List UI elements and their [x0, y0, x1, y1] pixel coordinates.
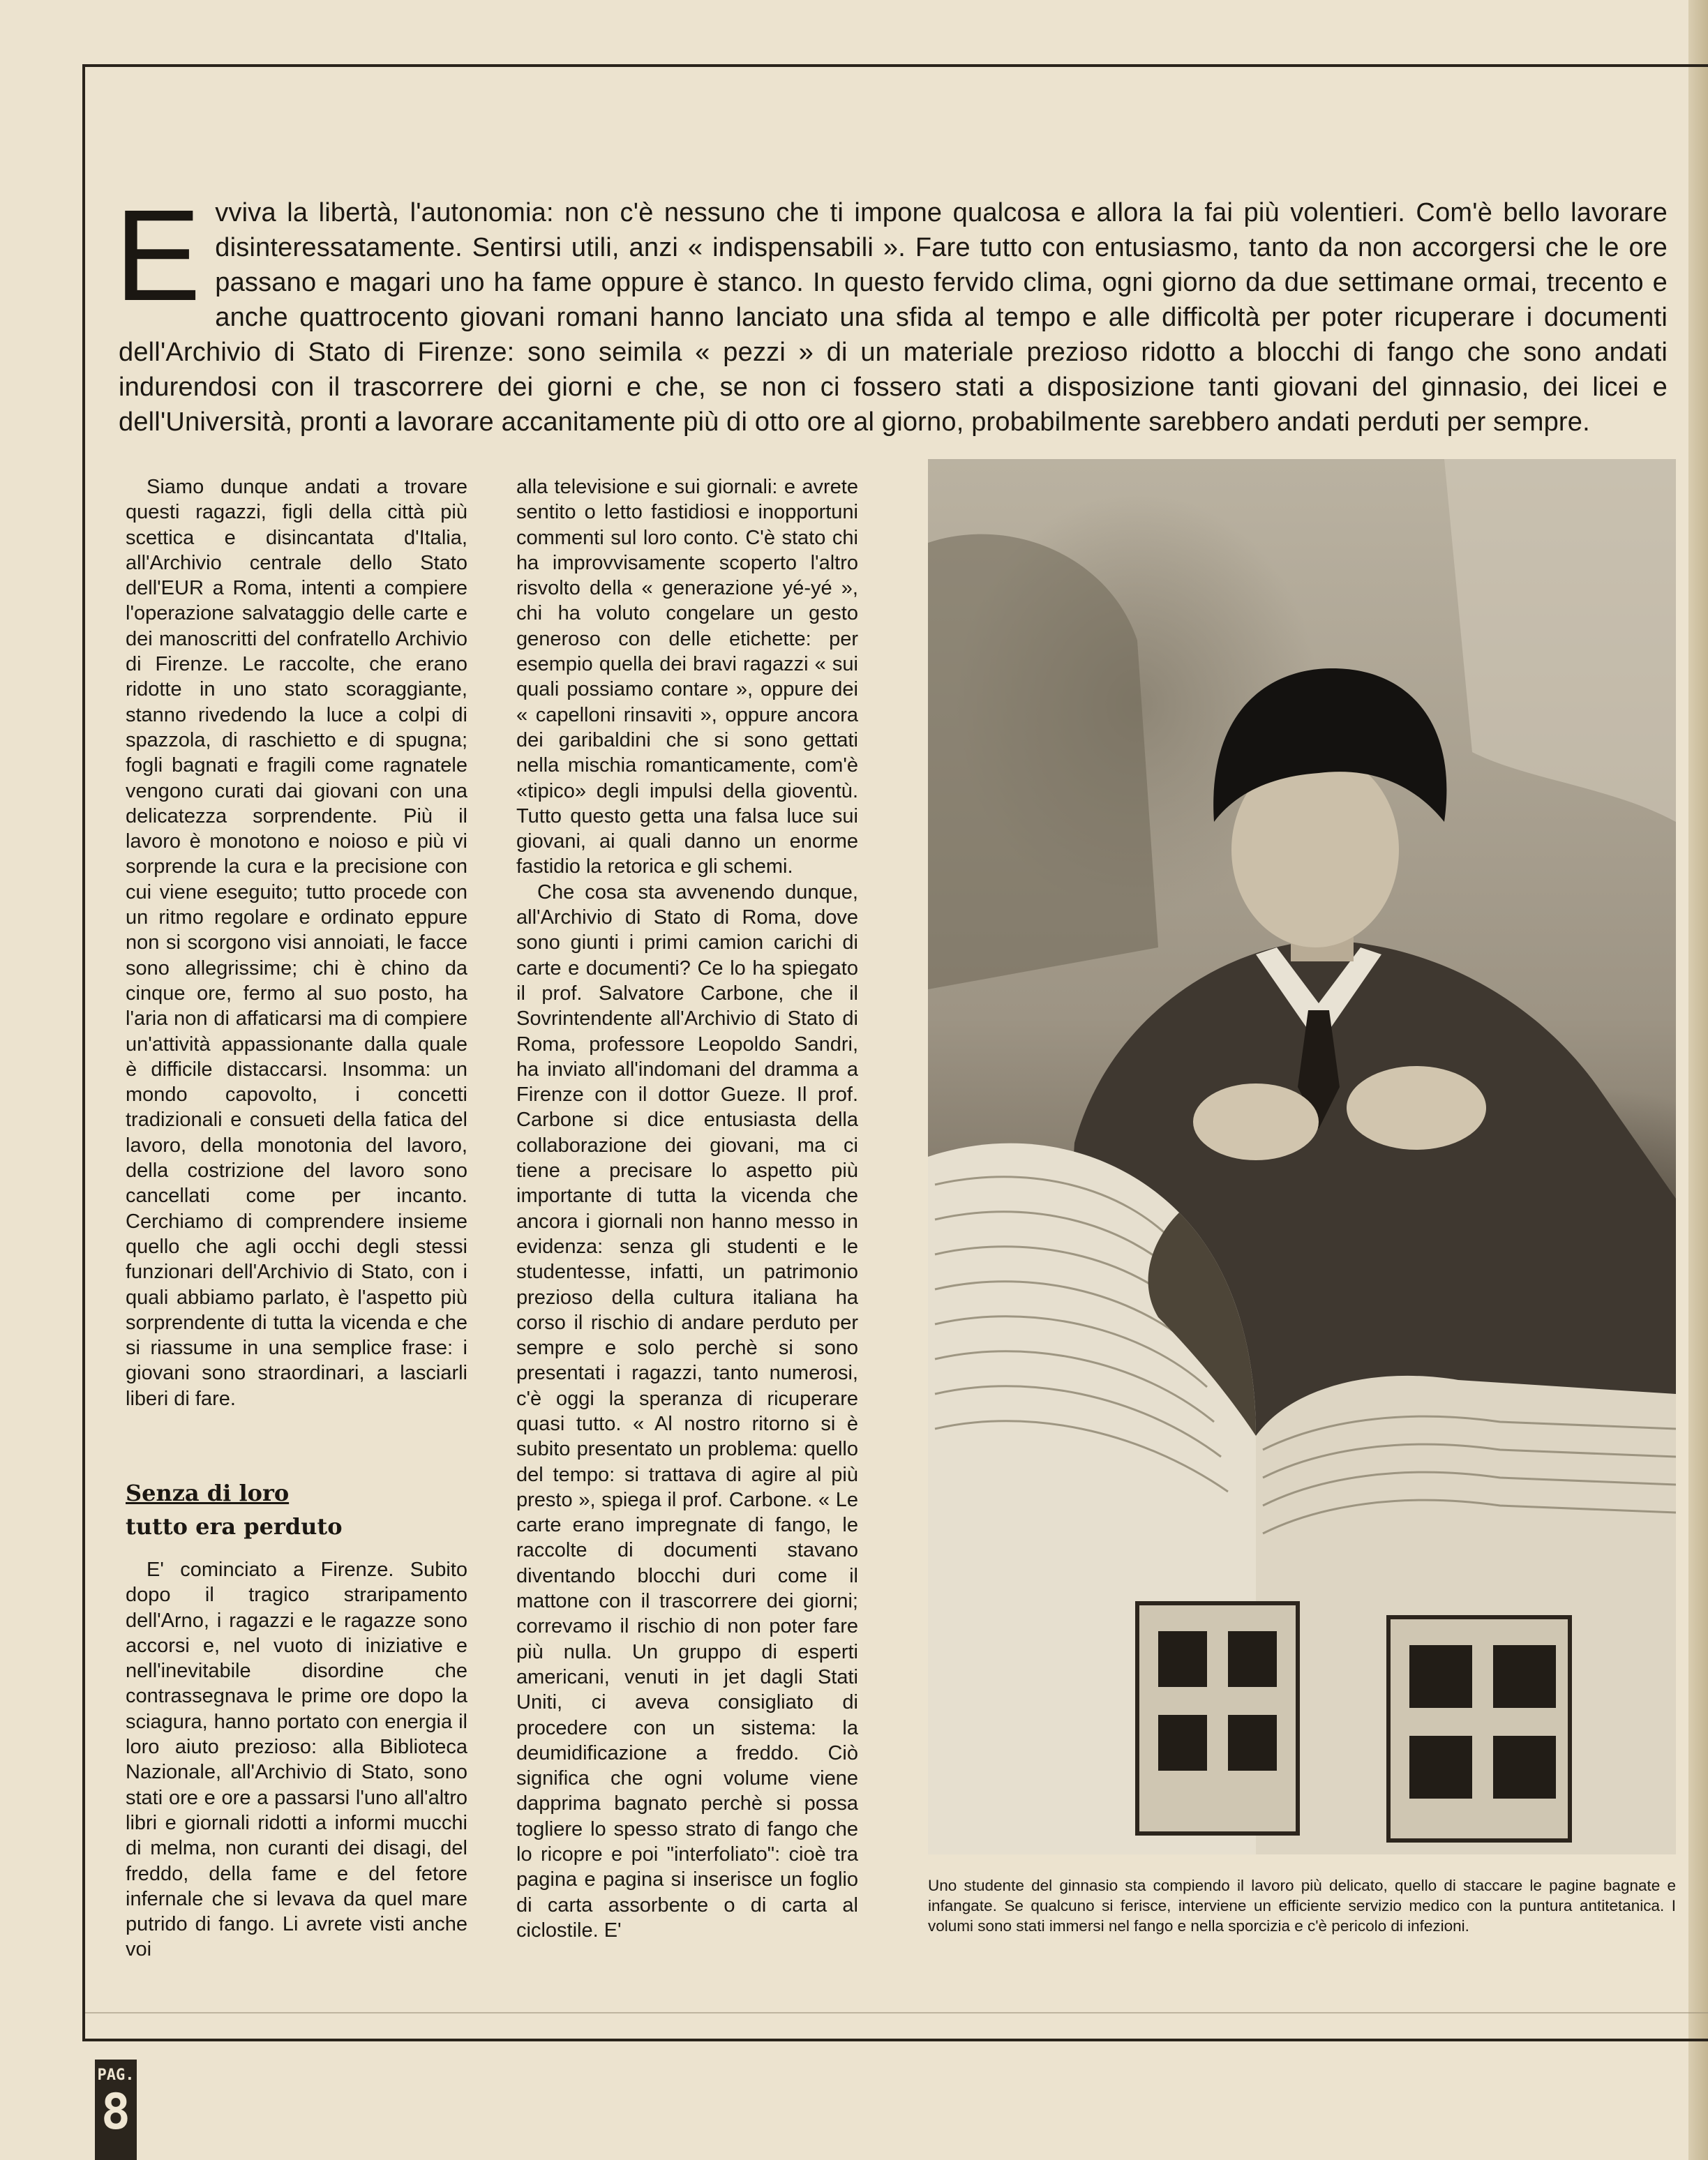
column-1-paragraph: Siamo dunque andati a trovare questi ragazzi, figli della città più scettica e disincantata d'Italia, all'Archivio centrale dello Stato dell'EUR a Roma, intenti a compiere l'operazione salvataggio delle carte e dei manoscritti del confratello Archivio di Firenze. Le raccolte, che erano ridotte in uno stato scoraggiante, stanno rivedendo la luce a colpi di spazzola, di raschietto e di spugna; fogli bagnati e fragili come ragnatele vengono curati dai giovani con una delicatezza sorprendente. Più il lavoro è monotono e noioso e più vi sorprende la cura e la precisione con cui viene eseguito; tutto procede con un ritmo regolare e ordinato eppure non si scorgono visi annoiati, le facce sono allegrissime; chi è chino da cinque ore, fermo al suo posto, ha l'aria non di affaticarsi ma di compiere un'attività appassionante dalla quale è difficile distaccarsi. Insomma: un mondo capovolto, i concetti tradizionali e consueti della fatica del lavoro, della monotonia del lavoro, della costrizione del lavoro sono cancellati come per incanto. Cerchiamo di comprendere insieme quello che agli occhi degli stessi funzionari dell'Archivio di Stato, con i quali abbiamo parlato, è l'aspetto più sorprendente di tutta la vicenda e che si riassume in una semplice frase: i giovani sono straordinari, a lasciarli liberi di fare.	[126, 476, 467, 1410]
article-column-1	[126, 474, 467, 1411]
subheading-line-1: Senza di loro	[126, 1480, 290, 1506]
column-1b-paragraph: E' cominciato a Firenze. Subito dopo il tragico straripamento dell'Arno, i ragazzi e le ragazze sono accorsi e, nel vuoto di iniziative e nell'inevitabile disordine che contrassegnava le prime ore dopo la sciagura, hanno portato con energia il loro aiuto prezioso: alla Biblioteca Nazionale, all'Archivio di Stato, sono stati ore e ore a passarsi l'uno all'altro libri e giornali ridotti a informi mucchi di melma, non curanti dei disagi, del freddo, della fame e del fetore infernale che si levava da quel mare putrido di fango. Li avrete visti anche voi	[126, 1559, 467, 1961]
subheading	[126, 1476, 467, 1543]
page-number: 8	[100, 2083, 131, 2140]
page-number-badge	[95, 2060, 137, 2160]
article-column-1b	[126, 1557, 467, 1963]
drop-cap: E	[114, 183, 202, 328]
article-photo	[928, 459, 1676, 1854]
bottom-rule	[82, 2039, 1708, 2041]
column-2-paragraph-1: alla televisione e sui giornali: e avrete sentito o letto fastidiosi e inopportuni commenti sul loro conto. C'è stato chi ha improvvisamente scoperto l'altro risvolto della « generazione yé-yé », chi ha voluto congelare un gesto generoso con delle etichette: per esempio quella dei bravi ragazzi « sui quali possiamo contare », oppure dei « capelloni rinsaviti », oppure ancora dei garibaldini che si sono gettati nella mischia romanticamente, com'è «tipico» degli impulsi della gioventù. Tutto questo getta una falsa luce sui giovani, ai quali danno un enorme fastidio la retorica e gli schemi.	[516, 476, 858, 878]
column-2-paragraph-2: Che cosa sta avvenendo dunque, all'Archivio di Stato di Roma, dove sono giunti i primi camion carichi di carte e documenti? Ce lo ha spiegato il prof. Salvatore Carbone, che il Sovrintendente all'Archivio di Stato di Roma, professore Leopoldo Sandri, ha inviato all'indomani del dramma a Firenze con il dottor Gueze. Il prof. Carbone si dice entusiasta della collaborazione dei giovani, ma ci tiene a precisare lo aspetto più importante di tutta la vicenda che ancora i giornali non hanno messo in evidenza: senza gli studenti e le studentesse, infatti, un patrimonio prezioso della cultura italiana ha corso il rischio di andare perduto per sempre e solo perchè si sono presentati i ragazzi, tanto numerosi, c'è oggi la speranza di ricuperare quasi tutto. « Al nostro ritorno si è subito presentato un problema: quello del tempo: si trattava di agire al più presto », spiega il prof. Carbone. « Le carte erano impregnate di fango, le raccolte di documenti stavano diventando blocchi duri come il mattone con il trascorrere dei giorni; correvamo il rischio di non poter fare più nulla. Un gruppo di esperti americani, venuti in jet dagli Stati Uniti, ci aveva consigliato di procedere con un sistema: la deumidificazione a freddo. Ciò significa che ogni volume viene dapprima bagnato perchè si possa togliere lo spesso strato di fango che lo ricopre e poi "interfoliato": cioè tra pagina e pagina si inserisce un foglio di carta assorbente o di carta al ciclostile. E'	[516, 880, 858, 1942]
photo-illustration	[928, 459, 1676, 1854]
page-label: PAG.	[97, 2067, 135, 2084]
intro-paragraph	[114, 183, 1668, 440]
intro-text: vviva la libertà, l'autonomia: non c'è nessuno che ti impone qualcosa e allora la fai più volentieri. Com'è bello lavorare disinteressatamente. Sentirsi utili, anzi « indispensabili ». Fare tutto con entusiasmo, tanto da non accorgersi che le ore passano e magari uno ha fame oppure è stanco. In questo fervido clima, ogni giorno da due settimane ormai, trecento e anche quattrocento giovani romani hanno lanciato una sfida al tempo e alle difficoltà per poter ricuperare i documenti dell'Archivio di Stato di Firenze: sono seimila « pezzi » di un materiale prezioso ridotto a blocchi di fango che sono andati indurendosi con il trascorrere dei giorni e che, se non ci fossero stati a disposizione tanti giovani del ginnasio, dei licei e dell'Università, pronti a lavorare accanitamente più di otto ore al giorno, probabilmente sarebbero andati perduti per sempre.	[119, 198, 1668, 437]
subheading-line-2: tutto era perduto	[126, 1513, 343, 1540]
photo-caption: Uno studente del ginnasio sta compiendo il lavoro più delicato, quello di staccare le pagine bagnate e infangate. Se qualcuno si ferisce, interviene un efficiente servizio medico con la puntura antitetanica. I volumi sono stati immersi nel fango e nella sporcizia e c'è pericolo di infezioni.	[928, 1877, 1676, 1935]
show-through-rule	[85, 2012, 1708, 2013]
article-column-2	[516, 474, 858, 1943]
